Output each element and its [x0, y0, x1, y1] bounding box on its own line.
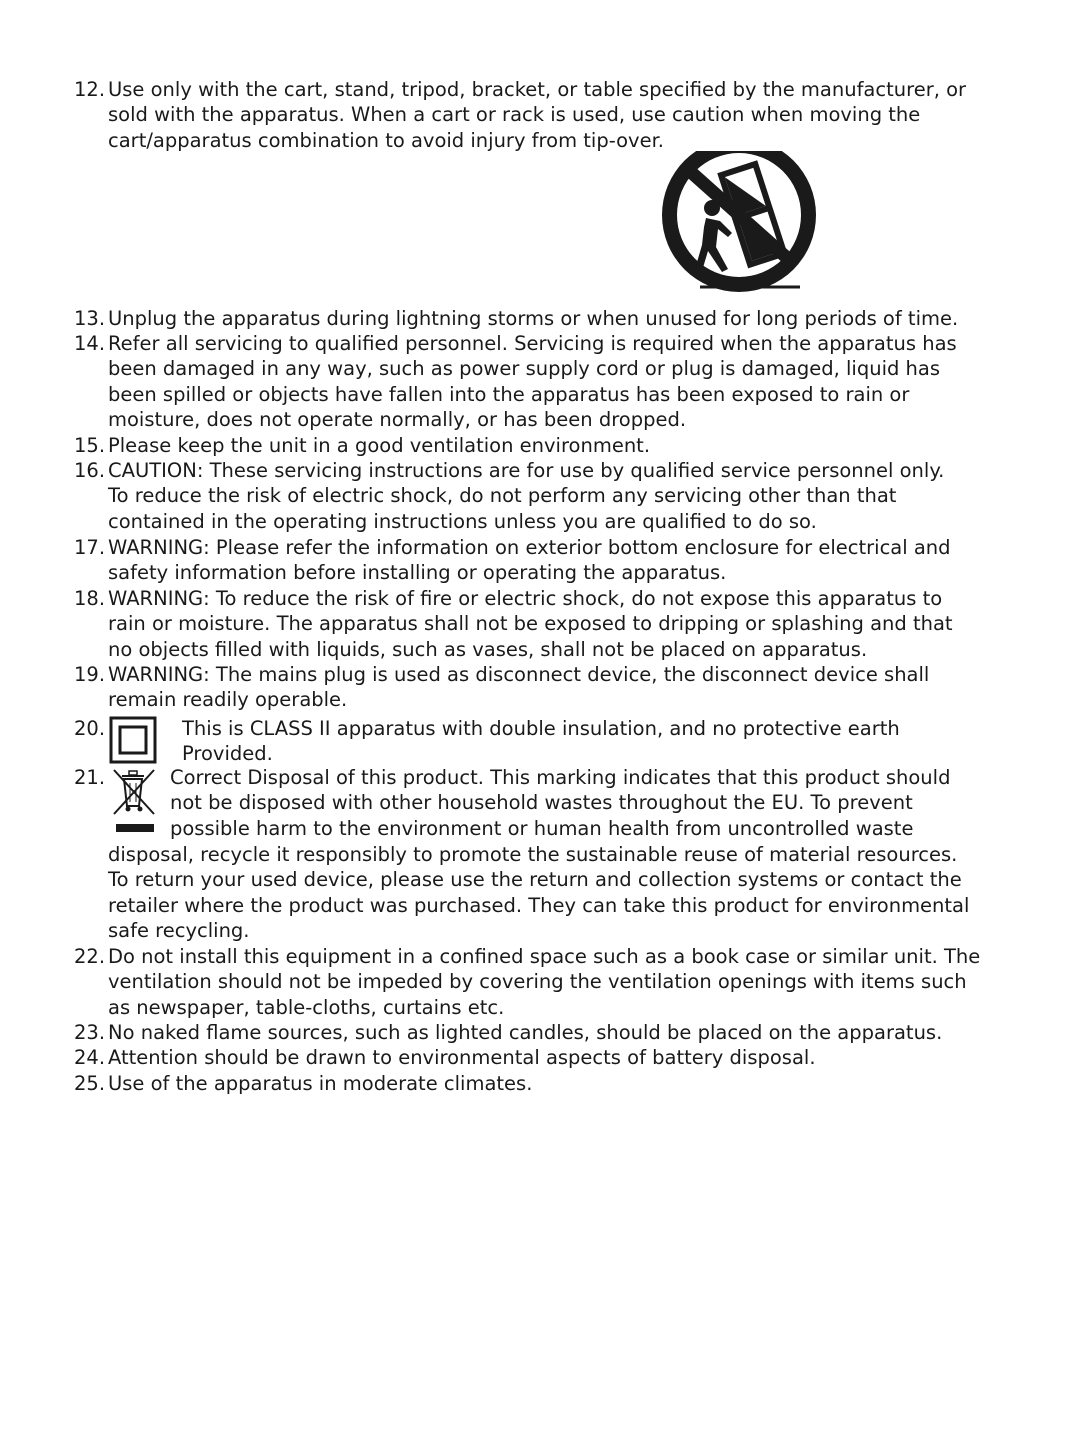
list-item-16	[74, 458, 1019, 534]
class-ii-double-insulation-icon	[109, 716, 157, 764]
item-text: Use of the apparatus in moderate climates.	[108, 1072, 533, 1095]
list-item-14	[74, 331, 1019, 433]
item-text: Correct Disposal of this product. This marking indicates that this product should not be disposed with other household wastes throughout the EU. To prevent possible harm to the environment or human health from uncontrolled waste	[170, 766, 951, 840]
list-item-23	[74, 1020, 1019, 1045]
list-item-24	[74, 1045, 1019, 1070]
item-text: Refer all servicing to qualified personnel. Servicing is required when the apparatus has been damaged in any way, such as power supply cord or plug is damaged, liquid has been spilled or objects have fallen into the apparatus has been exposed to rain or moisture, does not operate normally, or has been dropped.	[108, 332, 957, 432]
list-item-13	[74, 306, 1019, 331]
item-text: CAUTION: These servicing instructions are for use by qualified service personnel only. To reduce the risk of electric shock, do not perform any servicing other than that contained in the operating instructions unless you are qualified to do so.	[108, 459, 945, 533]
item-text: No naked flame sources, such as lighted candles, should be placed on the apparatus.	[108, 1021, 943, 1044]
list-item-25	[74, 1071, 1019, 1096]
item-text: Do not install this equipment in a confined space such as a book case or similar unit. The ventilation should not be impeded by covering the ventilation openings with items such as newspaper, table-cloths, curtains etc.	[108, 945, 981, 1019]
item-number: 21.	[74, 766, 106, 789]
item-number: 18.	[74, 587, 106, 610]
item-number: 24.	[74, 1046, 106, 1069]
item-number: 12.	[74, 78, 106, 101]
item-number: 22.	[74, 945, 106, 968]
item-text-continued: disposal, recycle it responsibly to promote the sustainable reuse of material resources. To return your used device, please use the return and collection systems or contact the retailer where the product was purchased. They can take this product for environmental safe recycling.	[108, 843, 970, 943]
item-text: WARNING: Please refer the information on exterior bottom enclosure for electrical and safety information before installing or operating the apparatus.	[108, 536, 951, 585]
item-number: 14.	[74, 332, 106, 355]
item-text: Attention should be drawn to environmental aspects of battery disposal.	[108, 1046, 816, 1069]
list-item-18	[74, 586, 1019, 662]
item-number: 23.	[74, 1021, 106, 1044]
item-text: This is CLASS II apparatus with double insulation, and no protective earth Provided.	[182, 717, 900, 766]
item-text: Unplug the apparatus during lightning storms or when unused for long periods of time.	[108, 307, 959, 330]
list-item-22	[74, 944, 1019, 1020]
crossed-out-wheelie-bin-icon	[108, 766, 158, 836]
item-text: WARNING: To reduce the risk of fire or electric shock, do not expose this apparatus to rain or moisture. The apparatus shall not be exposed to dripping or splashing and that no objects filled with liquids, such as vases, shall not be placed on apparatus.	[108, 587, 953, 661]
item-text: WARNING: The mains plug is used as disconnect device, the disconnect device shall remain readily operable.	[108, 663, 930, 712]
list-item-19	[74, 662, 1019, 713]
item-number: 19.	[74, 663, 106, 686]
item-number: 25.	[74, 1072, 106, 1095]
item-number: 16.	[74, 459, 106, 482]
list-item-15	[74, 433, 1019, 458]
item-number: 13.	[74, 307, 106, 330]
list-item-12	[74, 77, 1019, 153]
item-text: Please keep the unit in a good ventilation environment.	[108, 434, 651, 457]
item-text: Use only with the cart, stand, tripod, bracket, or table specified by the manufacturer, or sold with the apparatus. When a cart or rack is used, use caution when moving the cart/apparatus combination to avoid injury from tip-over.	[108, 78, 967, 152]
item-number: 15.	[74, 434, 106, 457]
item-number: 17.	[74, 536, 106, 559]
item-number: 20.	[74, 717, 106, 740]
list-item-17	[74, 535, 1019, 586]
cart-tip-over-warning-icon	[648, 151, 828, 299]
